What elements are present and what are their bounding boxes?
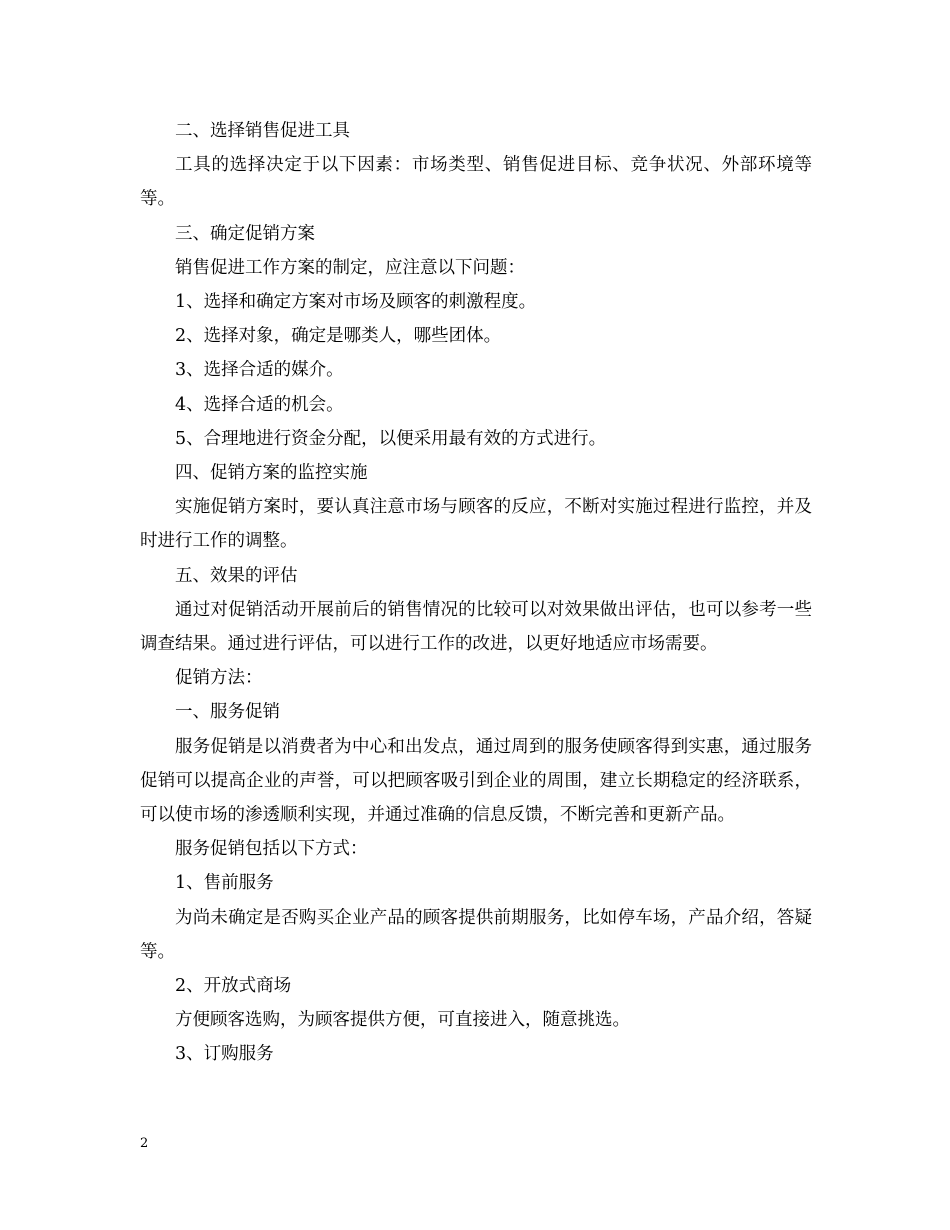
list-item: 2、选择对象，确定是哪类人，哪些团体。 — [175, 326, 502, 347]
section-heading: 一、服务促销 — [175, 702, 280, 723]
section-heading: 四、促销方案的监控实施 — [175, 463, 368, 484]
list-item: 5、合理地进行资金分配，以便采用最有效的方式进行。 — [175, 428, 607, 449]
section-heading: 二、选择销售促进工具 — [175, 121, 350, 141]
list-item: 1、选择和确定方案对市场及顾客的刺激程度。 — [175, 292, 537, 313]
list-item: 3、选择合适的媒介。 — [175, 360, 344, 381]
list-item: 4、选择合适的机会。 — [175, 394, 344, 415]
section-heading: 促销方法： — [175, 668, 263, 689]
list-item: 1、售前服务 — [175, 873, 274, 894]
section-heading: 三、确定促销方案 — [175, 223, 315, 244]
section-heading: 五、效果的评估 — [175, 565, 298, 586]
paragraph: 为尚未确定是否购买企业产品的顾客提供前期服务，比如停车场，产品介绍，答疑等。 — [140, 907, 812, 962]
paragraph: 方便顾客选购，为顾客提供方便，可直接进入，随意挑选。 — [175, 1010, 630, 1031]
paragraph: 服务促销包括以下方式： — [175, 839, 368, 860]
paragraph: 销售促进工作方案的制定，应注意以下问题： — [175, 257, 525, 278]
paragraph: 通过对促销活动开展前后的销售情况的比较可以对效果做出评估，也可以参考一些调查结果。通过进行评估，可以进行工作的改进，以更好地适应市场需要。 — [140, 599, 812, 655]
page-number: 2 — [140, 1136, 149, 1151]
paragraph: 实施促销方案时，要认真注意市场与顾客的反应，不断对实施过程进行监控，并及时进行工作的调整。 — [140, 497, 812, 552]
paragraph: 服务促销是以消费者为中心和出发点，通过周到的服务使顾客得到实惠，通过服务促销可以提高企业的声誉，可以把顾客吸引到企业的周围，建立长期稳定的经济联系，可以使市场的渗透顺利实现，并通过准确的信息反馈，不断完善和更新产品。 — [140, 736, 812, 826]
list-item: 2、开放式商场 — [175, 976, 292, 997]
paragraph: 工具的选择决定于以下因素：市场类型、销售促进目标、竞争状况、外部环境等等。 — [140, 155, 812, 210]
document-body — [140, 114, 812, 1072]
list-item: 3、订购服务 — [175, 1044, 274, 1065]
